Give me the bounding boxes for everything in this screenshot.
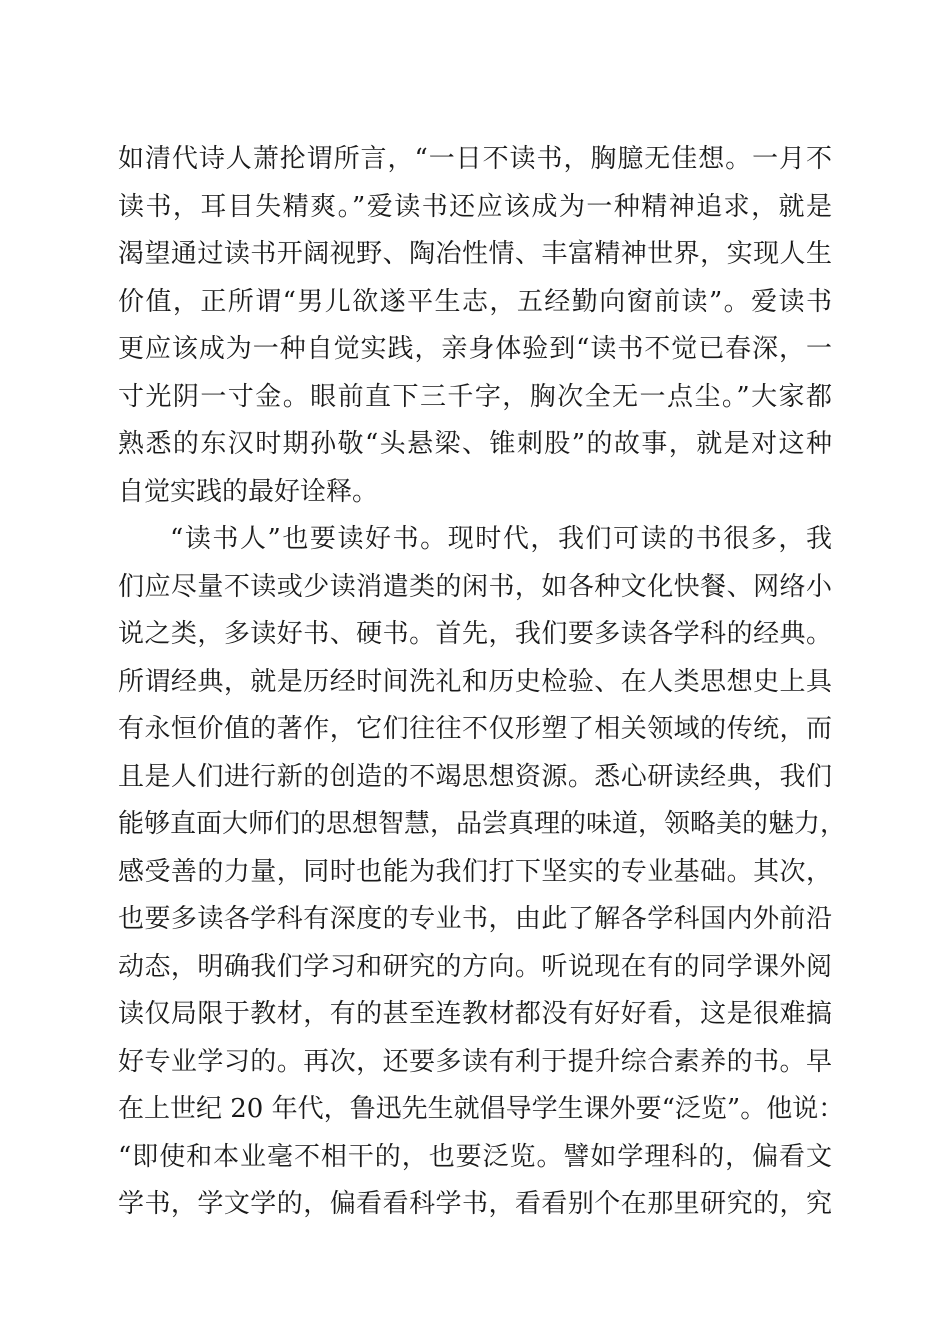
text-line: 读仅局限于教材，有的甚至连教材都没有好好看，这是很难搞 <box>118 999 832 1029</box>
text-line: 自觉实践的最好诠释。 <box>118 477 379 507</box>
text-line: 们应尽量不读或少读消遣类的闲书，如各种文化快餐、网络小 <box>118 572 832 602</box>
text-line: 学书，学文学的，偏看看科学书，看看别个在那里研究的，究 <box>118 1189 832 1219</box>
text-line: 好专业学习的。再次，还要多读有利于提升综合素养的书。早 <box>118 1047 832 1077</box>
text-line: 且是人们进行新的创造的不竭思想资源。悉心研读经典，我们 <box>118 762 832 792</box>
text-line: 在上世纪 20 年代，鲁迅先生就倡导学生课外要“泛览”。他说： <box>118 1094 845 1124</box>
text-line: 读书，耳目失精爽。”爱读书还应该成为一种精神追求，就是 <box>118 192 832 222</box>
text-line: 说之类，多读好书、硬书。首先，我们要多读各学科的经典。 <box>118 619 832 649</box>
text-line: 有永恒价值的著作，它们往往不仅形塑了相关领域的传统，而 <box>118 714 832 744</box>
text-line: 感受善的力量，同时也能为我们打下坚实的专业基础。其次， <box>118 857 832 887</box>
text-line: “读书人”也要读好书。现时代，我们可读的书很多，我 <box>170 524 832 554</box>
text-line: 更应该成为一种自觉实践，亲身体验到“读书不觉已春深，一 <box>118 334 832 364</box>
text-line: “即使和本业毫不相干的，也要泛览。譬如学理科的，偏看文 <box>118 1142 832 1172</box>
text-line: 寸光阴一寸金。眼前直下三千字，胸次全无一点尘。”大家都 <box>118 382 832 412</box>
text-line: 渴望通过读书开阔视野、陶冶性情、丰富精神世界，实现人生 <box>118 239 832 269</box>
text-line: 熟悉的东汉时期孙敬“头悬梁、锥刺股”的故事，就是对这种 <box>118 429 832 459</box>
text-line: 能够直面大师们的思想智慧，品尝真理的味道，领略美的魅力， <box>118 809 847 839</box>
text-line: 价值，正所谓“男儿欲遂平生志，五经勤向窗前读”。爱读书 <box>118 287 832 317</box>
text-line: 也要多读各学科有深度的专业书，由此了解各学科国内外前沿 <box>118 904 832 934</box>
text-line: 动态，明确我们学习和研究的方向。听说现在有的同学课外阅 <box>118 952 832 982</box>
text-line: 所谓经典，就是历经时间洗礼和历史检验、在人类思想史上具 <box>118 667 832 697</box>
text-line: 如清代诗人萧抡谓所言，“一日不读书，胸臆无佳想。一月不 <box>118 144 832 174</box>
